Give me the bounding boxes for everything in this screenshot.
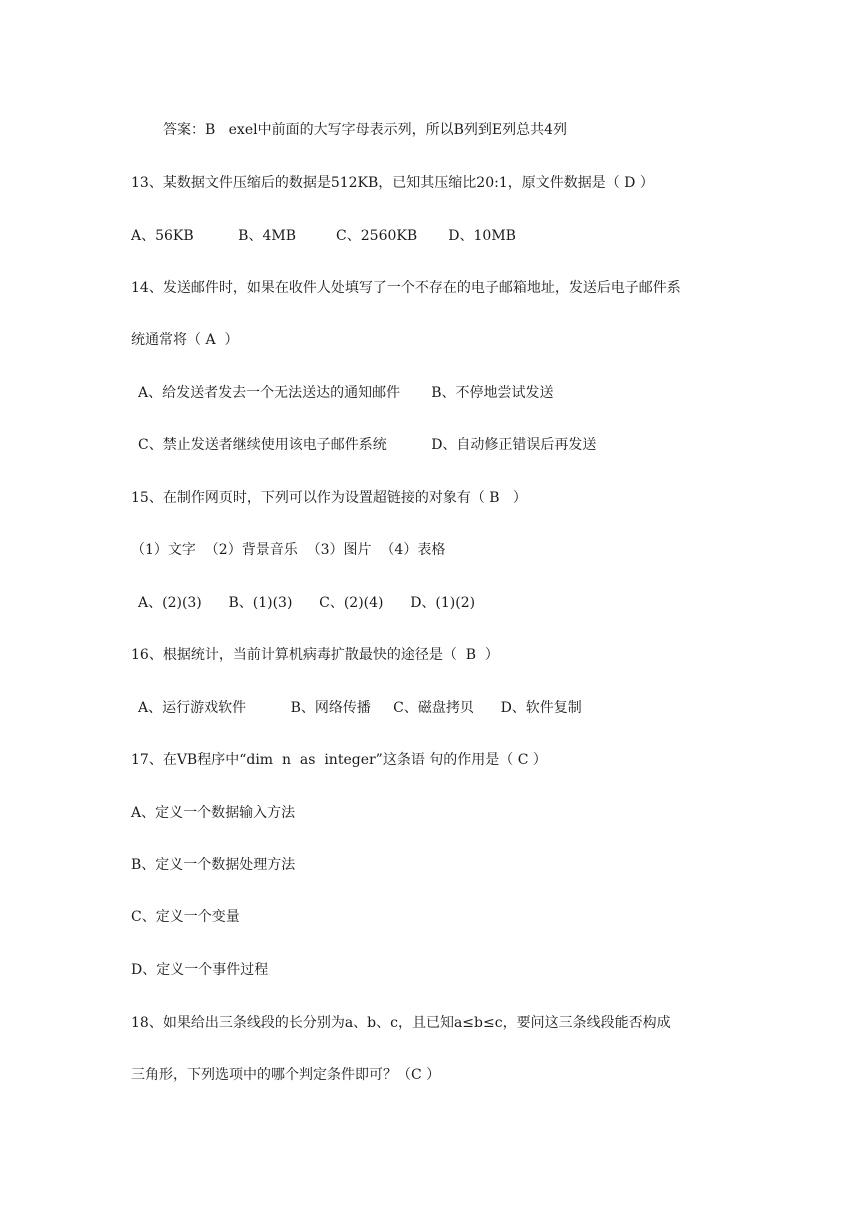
question-15-items: （1）文字 （2）背景音乐 （3）图片 （4）表格 bbox=[131, 542, 446, 558]
question-18-cont: 三角形，下列选项中的哪个判定条件即可？（C ） bbox=[131, 1067, 441, 1083]
question-16-options: A、运行游戏软件 B、网络传播 C、磁盘拷贝 D、软件复制 bbox=[138, 700, 582, 716]
answer-note-q12: 答案：B exel中前面的大写字母表示列，所以B列到E列总共4列 bbox=[163, 122, 567, 138]
question-17-option-b: B、定义一个数据处理方法 bbox=[131, 857, 296, 873]
question-14: 14、发送邮件时，如果在收件人处填写了一个不存在的电子邮箱地址，发送后电子邮件系 bbox=[131, 280, 681, 296]
question-13-options: A、56KB B、4MB C、2560KB D、10MB bbox=[131, 228, 516, 244]
question-18: 18、如果给出三条线段的长分别为a、b、c，且已知a≤b≤c，要问这三条线段能否构成 bbox=[131, 1015, 671, 1031]
question-15: 15、在制作网页时，下列可以作为设置超链接的对象有（ B ） bbox=[131, 490, 527, 506]
question-17-option-c: C、定义一个变量 bbox=[131, 909, 240, 925]
question-14-cont: 统通常将（ A ） bbox=[131, 332, 239, 348]
question-17: 17、在VB程序中“dim n as integer”这条语 句的作用是（ C ） bbox=[131, 752, 547, 768]
question-16: 16、根据统计，当前计算机病毒扩散最快的途径是（ B ） bbox=[131, 647, 499, 663]
question-15-options: A、(2)(3) B、(1)(3) C、(2)(4) D、(1)(2) bbox=[138, 595, 476, 611]
question-14-options-ab: A、给发送者发去一个无法送达的通知邮件 B、不停地尝试发送 bbox=[138, 385, 554, 401]
question-17-option-d: D、定义一个事件过程 bbox=[131, 962, 269, 978]
question-14-options-cd: C、禁止发送者继续使用该电子邮件系统 D、自动修正错误后再发送 bbox=[138, 437, 597, 453]
question-13: 13、某数据文件压缩后的数据是512KB，已知其压缩比20:1，原文件数据是（ D ） bbox=[131, 175, 654, 191]
question-17-option-a: A、定义一个数据输入方法 bbox=[131, 805, 296, 821]
